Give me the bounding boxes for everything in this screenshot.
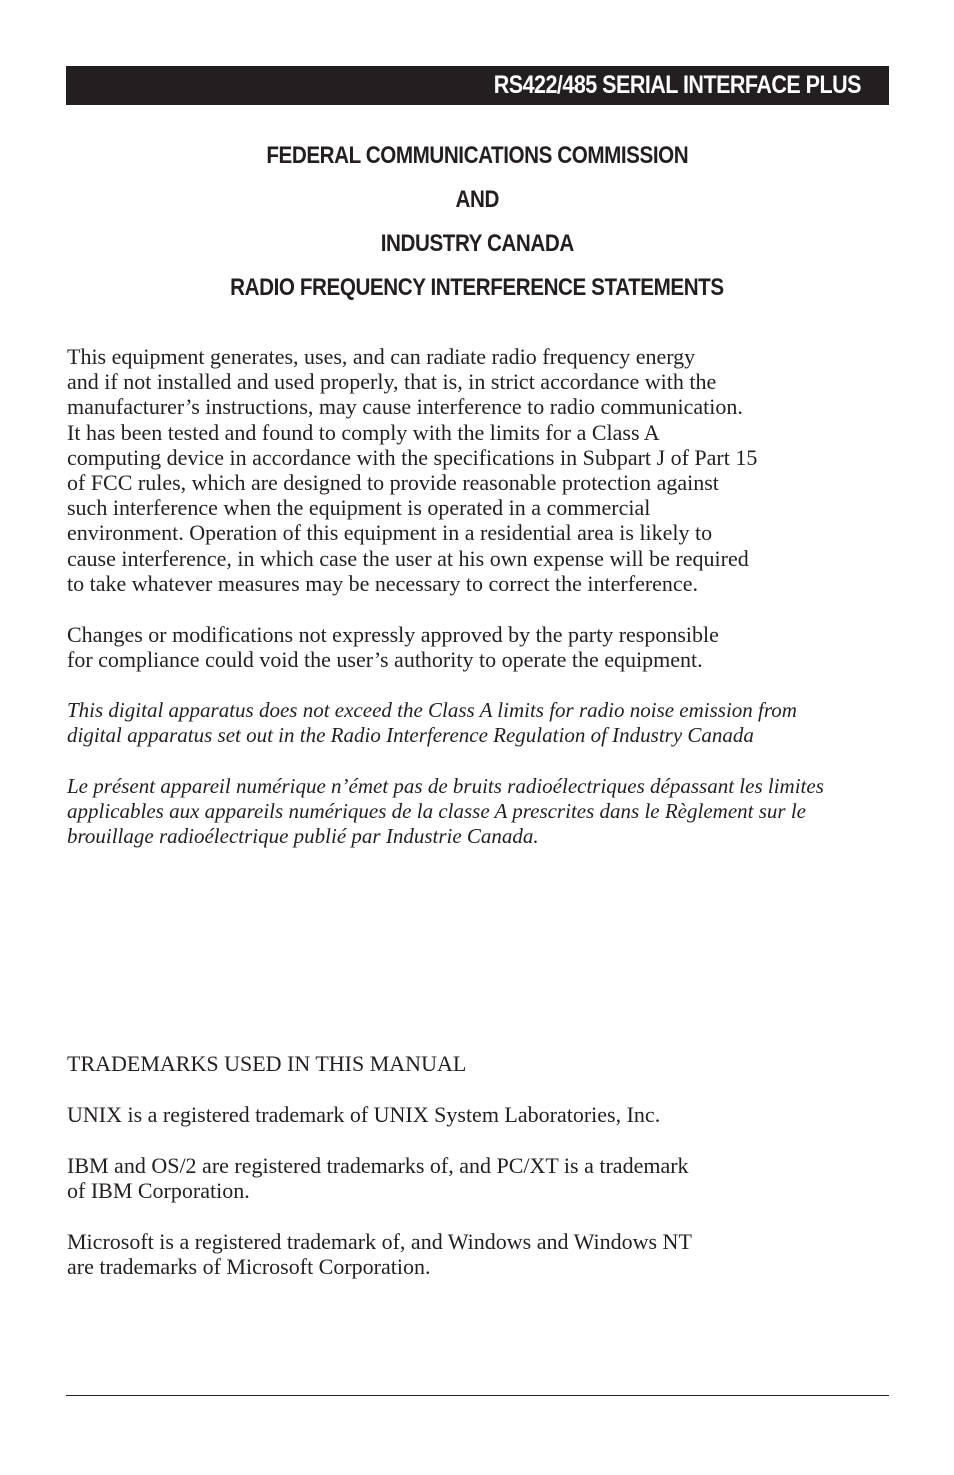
heading-and: AND <box>455 186 499 213</box>
text-line: Changes or modifications not expressly approved by the party responsible <box>67 622 719 647</box>
trademark-unix <box>67 1102 897 1127</box>
text-line: for compliance could void the user’s authority to operate the equipment. <box>67 647 703 673</box>
text-line: IBM and OS/2 are registered trademarks of, and PC/XT is a trademark <box>67 1153 689 1178</box>
text-line: brouillage radioélectrique publié par Industrie Canada. <box>67 824 539 849</box>
text-line: This equipment generates, uses, and can radiate radio frequency energy <box>67 344 696 369</box>
text-line: such interference when the equipment is operated in a commercial <box>67 495 651 521</box>
text-line: digital apparatus set out in the Radio Interference Regulation of Industry Canada <box>67 723 754 748</box>
heading-fcc: FEDERAL COMMUNICATIONS COMMISSION <box>266 142 688 169</box>
trademark-microsoft <box>67 1229 897 1279</box>
text-line: UNIX is a registered trademark of UNIX System Laboratories, Inc. <box>67 1102 661 1127</box>
fcc-statement-paragraph <box>67 344 897 596</box>
text-line: are trademarks of Microsoft Corporation. <box>67 1254 431 1280</box>
heading-industry-canada: INDUSTRY CANADA <box>380 230 574 257</box>
text-line: Microsoft is a registered trademark of, and Windows and Windows NT <box>67 1229 692 1254</box>
footer-rule <box>66 1395 889 1396</box>
changes-statement-paragraph <box>67 622 897 672</box>
manual-title: RS422/485 SERIAL INTERFACE PLUS <box>493 71 861 99</box>
industry-canada-french-statement <box>67 774 897 850</box>
text-line: environment. Operation of this equipment in a residential area is likely to <box>67 520 713 546</box>
text-line: Le présent appareil numérique n’émet pas de bruits radioélectriques dépassant les limites <box>67 774 824 798</box>
text-line: of IBM Corporation. <box>67 1178 250 1204</box>
text-line: to take whatever measures may be necessary to correct the interference. <box>67 570 698 596</box>
text-line: cause interference, in which case the user at his own expense will be required <box>67 545 749 571</box>
industry-canada-english-statement <box>67 698 897 748</box>
text-line: It has been tested and found to comply with the limits for a Class A <box>67 419 660 445</box>
header-bar <box>66 66 889 105</box>
trademark-ibm <box>67 1153 897 1203</box>
trademarks-heading: TRADEMARKS USED IN THIS MANUAL <box>67 1051 467 1076</box>
text-line: This digital apparatus does not exceed the Class A limits for radio noise emission from <box>67 698 797 722</box>
text-line: manufacturer’s instructions, may cause interference to radio communication. <box>67 394 743 420</box>
text-line: and if not installed and used properly, that is, in strict accordance with the <box>67 369 717 395</box>
text-line: of FCC rules, which are designed to provide reasonable protection against <box>67 470 719 496</box>
text-line: computing device in accordance with the specifications in Subpart J of Part 15 <box>67 444 758 470</box>
heading-rfi-statements: RADIO FREQUENCY INTERFERENCE STATEMENTS <box>230 274 724 301</box>
text-line: applicables aux appareils numériques de la classe A prescrites dans le Règlement sur le <box>67 799 806 824</box>
